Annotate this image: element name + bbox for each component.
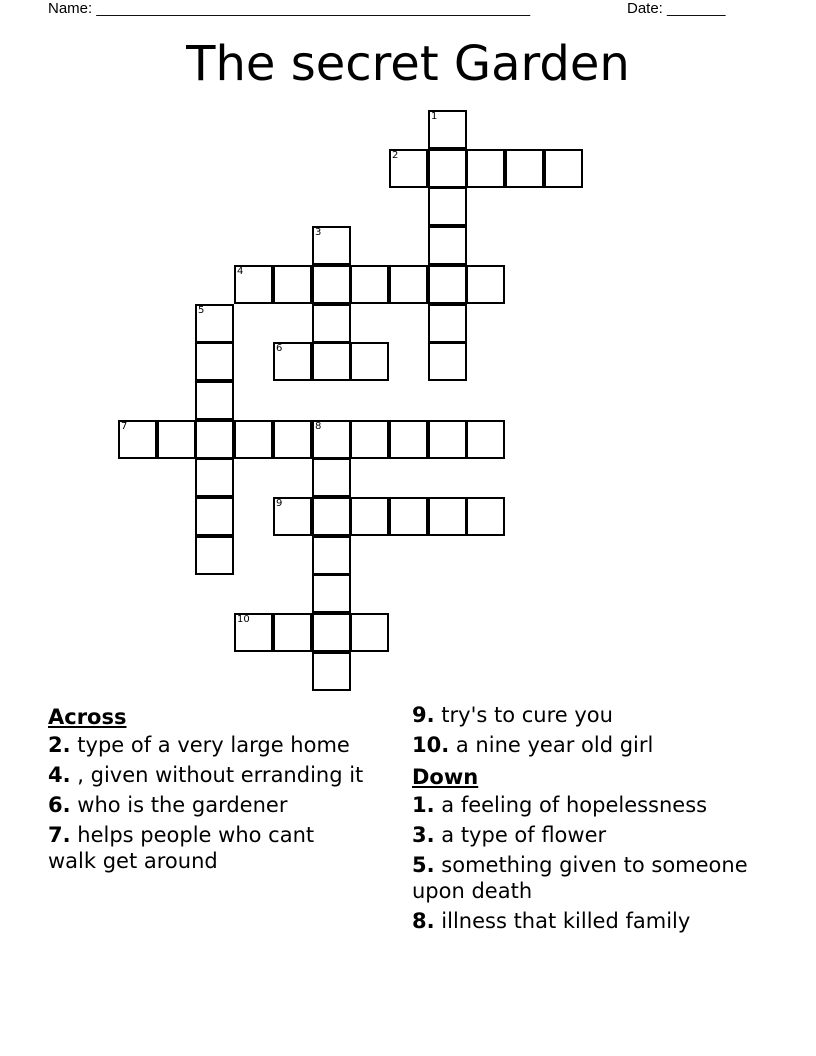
grid-cell[interactable]: [312, 342, 351, 381]
cell-number: 8: [315, 421, 322, 432]
clue-text: who is the gardener: [77, 793, 288, 817]
clue-number: 6.: [48, 793, 71, 817]
cell-number: 10: [237, 614, 250, 625]
clue-down-5: [412, 852, 752, 904]
clue-text: try's to cure you: [441, 703, 613, 727]
clue-number: 4.: [48, 763, 71, 787]
clue-text: , given without erranding it: [77, 763, 364, 787]
clue-number: 8.: [412, 909, 435, 933]
clue-down-1: [412, 792, 752, 818]
grid-cell[interactable]: [195, 381, 234, 420]
clue-number: 2.: [48, 733, 71, 757]
grid-cell[interactable]: [389, 265, 428, 304]
name-field-label: Name: ____________________________________________________: [48, 0, 531, 17]
clue-number: 7.: [48, 823, 71, 847]
clue-down-3: [412, 822, 752, 848]
cell-number: 1: [431, 111, 438, 122]
grid-cell[interactable]: [312, 613, 351, 652]
grid-cell[interactable]: [195, 304, 234, 343]
grid-cell[interactable]: [273, 265, 312, 304]
clue-across-6: [48, 792, 368, 818]
clue-text: illness that killed family: [441, 909, 691, 933]
grid-cell[interactable]: [157, 420, 196, 459]
grid-cell[interactable]: [312, 420, 351, 459]
grid-cell[interactable]: [118, 420, 157, 459]
cell-number: 6: [276, 343, 283, 354]
grid-cell[interactable]: [195, 458, 234, 497]
clues-column-left: [48, 702, 368, 878]
grid-cell[interactable]: [234, 420, 273, 459]
grid-cell[interactable]: [273, 613, 312, 652]
clues-column-right: [412, 702, 752, 938]
grid-cell[interactable]: [312, 226, 351, 265]
grid-cell[interactable]: [466, 149, 505, 188]
grid-cell[interactable]: [195, 497, 234, 536]
clue-text: a feeling of hopelessness: [441, 793, 708, 817]
grid-cell[interactable]: [350, 265, 389, 304]
clue-number: 3.: [412, 823, 435, 847]
grid-cell[interactable]: [389, 497, 428, 536]
grid-cell[interactable]: [312, 497, 351, 536]
grid-cell[interactable]: [350, 613, 389, 652]
grid-cell[interactable]: [389, 149, 428, 188]
cell-number: 2: [392, 150, 399, 161]
clue-across-10: [412, 732, 752, 758]
grid-cell[interactable]: [350, 420, 389, 459]
grid-cell[interactable]: [428, 110, 467, 149]
grid-cell[interactable]: [312, 652, 351, 691]
grid-cell[interactable]: [428, 149, 467, 188]
grid-cell[interactable]: [350, 342, 389, 381]
clue-across-7: [48, 822, 368, 874]
grid-cell[interactable]: [234, 265, 273, 304]
grid-cell[interactable]: [195, 342, 234, 381]
grid-cell[interactable]: [428, 226, 467, 265]
grid-cell[interactable]: [428, 497, 467, 536]
clue-text: helps people who cant walk get around: [48, 823, 315, 873]
grid-cell[interactable]: [505, 149, 544, 188]
grid-cell[interactable]: [428, 187, 467, 226]
cell-number: 5: [198, 305, 205, 316]
clue-number: 9.: [412, 703, 435, 727]
cell-number: 4: [237, 266, 244, 277]
clue-text: a type of flower: [441, 823, 607, 847]
clue-number: 5.: [412, 853, 435, 877]
clue-number: 10.: [412, 733, 450, 757]
grid-cell[interactable]: [428, 342, 467, 381]
grid-cell[interactable]: [312, 304, 351, 343]
grid-cell[interactable]: [350, 497, 389, 536]
grid-cell[interactable]: [195, 420, 234, 459]
grid-cell[interactable]: [428, 265, 467, 304]
grid-cell[interactable]: [428, 420, 467, 459]
grid-cell[interactable]: [234, 613, 273, 652]
clue-text: something given to someone upon death: [412, 853, 748, 903]
clue-across-2: [48, 732, 368, 758]
grid-cell[interactable]: [273, 342, 312, 381]
grid-cell[interactable]: [195, 536, 234, 575]
grid-cell[interactable]: [466, 497, 505, 536]
clue-across-4: [48, 762, 368, 788]
page-title: The secret Garden: [186, 36, 630, 92]
down-heading: Down: [412, 765, 479, 789]
grid-cell[interactable]: [544, 149, 583, 188]
grid-cell[interactable]: [428, 304, 467, 343]
date-field-label: Date: _______: [627, 0, 726, 17]
cell-number: 7: [121, 421, 128, 432]
clue-number: 1.: [412, 793, 435, 817]
grid-cell[interactable]: [466, 265, 505, 304]
clue-text: a nine year old girl: [455, 733, 654, 757]
across-heading: Across: [48, 705, 127, 729]
grid-cell[interactable]: [312, 536, 351, 575]
cell-number: 9: [276, 498, 283, 509]
grid-cell[interactable]: [312, 458, 351, 497]
grid-cell[interactable]: [466, 420, 505, 459]
grid-cell[interactable]: [312, 265, 351, 304]
clue-down-8: [412, 908, 752, 934]
grid-cell[interactable]: [273, 420, 312, 459]
grid-cell[interactable]: [389, 420, 428, 459]
clue-text: type of a very large home: [77, 733, 350, 757]
cell-number: 3: [315, 227, 322, 238]
grid-cell[interactable]: [273, 497, 312, 536]
clue-across-9: [412, 702, 752, 728]
grid-cell[interactable]: [312, 574, 351, 613]
